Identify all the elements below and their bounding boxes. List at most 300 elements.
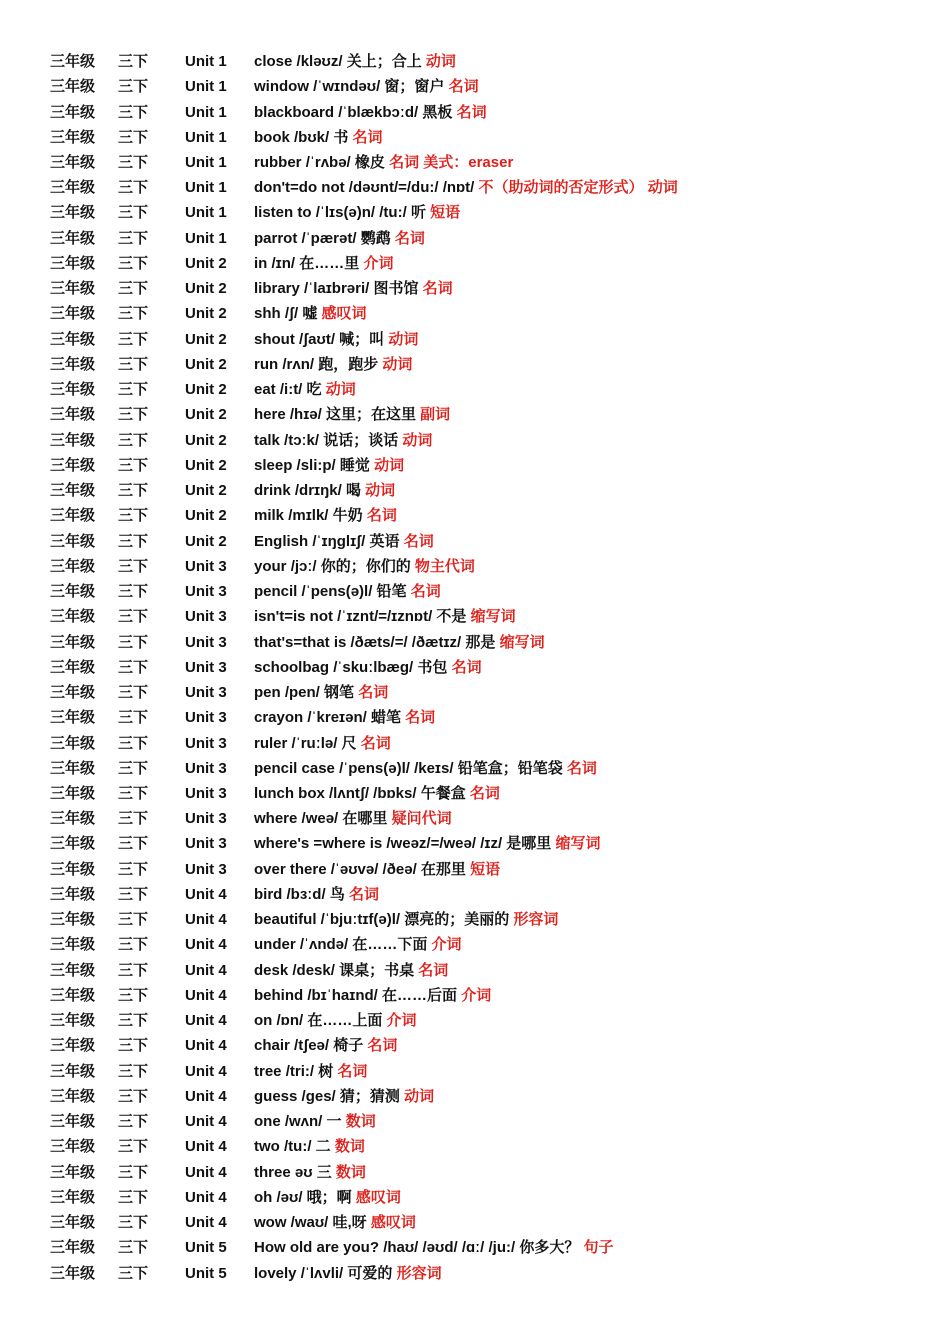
vocab-row xyxy=(0,428,950,453)
grade-label: 三年级 xyxy=(50,280,96,298)
term-label: 三下 xyxy=(118,532,149,550)
part-of-speech: 名词 xyxy=(352,128,383,146)
vocab-row xyxy=(0,1084,950,1109)
word: guess xyxy=(254,1087,298,1105)
meaning: 鹦鹉 xyxy=(360,229,391,247)
vocab-row xyxy=(0,731,950,756)
part-of-speech: 数词 xyxy=(334,1138,365,1156)
term-label: 三下 xyxy=(118,1012,149,1030)
term-label: 三下 xyxy=(118,456,149,474)
entry-content xyxy=(254,554,475,579)
word: shh xyxy=(254,305,281,323)
vocab-row xyxy=(0,200,950,225)
term-label: 三下 xyxy=(118,179,149,197)
part-of-speech: 动词 xyxy=(325,381,356,399)
phonetic: /pen/ xyxy=(284,684,320,701)
term-label: 三下 xyxy=(118,785,149,802)
part-of-speech: 名词 xyxy=(389,154,420,171)
part-of-speech: 名词 xyxy=(367,1037,398,1055)
unit-label: Unit 4 xyxy=(185,1113,227,1131)
word: where xyxy=(254,810,298,828)
unit-label: Unit 4 xyxy=(185,961,227,979)
part-of-speech: 名词 xyxy=(566,759,597,777)
vocab-row xyxy=(0,226,950,251)
unit-label: Unit 2 xyxy=(185,507,227,525)
meaning: 三 xyxy=(316,1163,332,1181)
word: pencil case xyxy=(254,759,335,777)
vocab-row xyxy=(0,100,950,125)
meaning: 书 xyxy=(333,128,349,146)
grade-label: 三年级 xyxy=(50,885,96,903)
word: two xyxy=(254,1138,280,1156)
meaning: 是哪里 xyxy=(506,835,552,853)
phonetic: /waʊ/ xyxy=(290,1214,329,1231)
meaning: 嘘 xyxy=(302,305,318,323)
phonetic: /ˈrʌbə/ xyxy=(305,154,351,171)
entry-content xyxy=(254,377,356,402)
part-of-speech: 名词 xyxy=(451,658,482,676)
term-label: 三下 xyxy=(118,709,149,727)
phonetic: /hɪə/ xyxy=(289,406,322,424)
meaning: 课桌；书桌 xyxy=(339,961,415,979)
meaning: 在……后面 xyxy=(382,986,458,1004)
phonetic: /əʊ/ xyxy=(276,1188,303,1206)
unit-label: Unit 4 xyxy=(185,936,227,954)
word: pencil xyxy=(254,583,298,600)
grade-label: 三年级 xyxy=(50,658,96,676)
unit-label: Unit 5 xyxy=(185,1264,227,1282)
phonetic: /desk/ xyxy=(292,961,335,979)
meaning: 不是 xyxy=(436,608,467,626)
part-of-speech: 缩写词 xyxy=(470,608,516,626)
vocab-row xyxy=(0,806,950,831)
grade-label: 三年级 xyxy=(50,179,96,197)
grade-label: 三年级 xyxy=(50,633,96,651)
vocab-row xyxy=(0,932,950,957)
phonetic: /jɔː/ xyxy=(290,557,317,575)
phonetic: /haʊ/ /əʊd/ /ɑː/ /ju:/ xyxy=(383,1239,516,1257)
part-of-speech: 动词 xyxy=(647,179,678,197)
part-of-speech: 动词 xyxy=(382,355,413,373)
entry-content xyxy=(254,806,452,831)
grade-label: 三年级 xyxy=(50,684,96,701)
part-of-speech: 短语 xyxy=(430,204,461,222)
term-label: 三下 xyxy=(118,154,149,171)
entry-content xyxy=(254,1033,397,1058)
meaning: 哦；啊 xyxy=(306,1188,352,1206)
entry-content xyxy=(254,478,395,503)
phonetic: /weəz/=/weə/ /ɪz/ xyxy=(386,835,503,853)
vocab-row xyxy=(0,781,950,806)
phonetic: /ˈəʊvə/ /ðeə/ xyxy=(330,860,417,878)
entry-content xyxy=(254,857,500,882)
vocab-row xyxy=(0,604,950,629)
grade-label: 三年级 xyxy=(50,608,96,626)
unit-label: Unit 4 xyxy=(185,986,227,1004)
part-of-speech: 名词 xyxy=(410,583,441,600)
entry-content xyxy=(254,731,391,756)
part-of-speech: 介词 xyxy=(431,936,462,954)
unit-label: Unit 2 xyxy=(185,406,227,424)
phonetic: /ˈʌndə/ xyxy=(299,936,349,954)
grade-label: 三年级 xyxy=(50,1138,96,1156)
meaning: 喊；叫 xyxy=(339,330,385,348)
term-label: 三下 xyxy=(118,1214,149,1231)
part-of-speech: 不（助动词的否定形式） xyxy=(478,179,644,197)
term-label: 三下 xyxy=(118,961,149,979)
meaning: 鸟 xyxy=(329,885,345,903)
term-label: 三下 xyxy=(118,1239,149,1257)
grade-label: 三年级 xyxy=(50,1113,96,1131)
entry-content xyxy=(254,301,367,326)
vocab-row xyxy=(0,251,950,276)
entry-content xyxy=(254,1109,376,1134)
meaning: 吃 xyxy=(306,381,322,399)
term-label: 三下 xyxy=(118,280,149,298)
vocab-row xyxy=(0,301,950,326)
word: pen xyxy=(254,684,281,701)
meaning: 在那里 xyxy=(420,860,466,878)
word: one xyxy=(254,1113,281,1131)
unit-label: Unit 1 xyxy=(185,78,227,96)
grade-label: 三年级 xyxy=(50,254,96,272)
vocab-row xyxy=(0,907,950,932)
vocab-row xyxy=(0,49,950,74)
phonetic: /ges/ xyxy=(301,1087,336,1105)
word: beautiful xyxy=(254,911,317,929)
part-of-speech: 形容词 xyxy=(396,1264,442,1282)
unit-label: Unit 3 xyxy=(185,734,227,752)
part-of-speech: 动词 xyxy=(365,482,396,500)
grade-label: 三年级 xyxy=(50,986,96,1004)
vocab-row xyxy=(0,276,950,301)
phonetic: /drɪŋk/ xyxy=(294,482,342,500)
entry-content xyxy=(254,125,383,150)
entry-content xyxy=(254,705,435,730)
vocab-row xyxy=(0,529,950,554)
unit-label: Unit 1 xyxy=(185,103,227,121)
word: here xyxy=(254,406,286,424)
meaning: 你的；你们的 xyxy=(320,557,411,575)
part-of-speech: 名词 xyxy=(448,78,479,96)
vocab-row xyxy=(0,1134,950,1159)
vocab-row xyxy=(0,327,950,352)
term-label: 三下 xyxy=(118,1138,149,1156)
unit-label: Unit 4 xyxy=(185,1087,227,1105)
grade-label: 三年级 xyxy=(50,759,96,777)
part-of-speech: 名词 xyxy=(337,1062,368,1080)
grade-label: 三年级 xyxy=(50,583,96,600)
term-label: 三下 xyxy=(118,835,149,853)
phonetic: /ˈpens(ə)l/ /keɪs/ xyxy=(339,759,454,777)
unit-label: Unit 2 xyxy=(185,532,227,550)
grade-label: 三年级 xyxy=(50,355,96,373)
entry-content xyxy=(254,831,600,856)
word: English xyxy=(254,532,309,550)
grade-label: 三年级 xyxy=(50,961,96,979)
part-of-speech: 动词 xyxy=(425,53,456,70)
unit-label: Unit 3 xyxy=(185,557,227,575)
vocab-row xyxy=(0,857,950,882)
meaning: 尺 xyxy=(341,734,357,752)
unit-label: Unit 2 xyxy=(185,280,227,298)
word: that's=that is xyxy=(254,633,347,651)
unit-label: Unit 4 xyxy=(185,1062,227,1080)
word: blackboard xyxy=(254,103,335,121)
phonetic: /ˈpærət/ xyxy=(301,229,357,247)
phonetic: /lʌntʃ/ /bɒks/ xyxy=(329,785,417,802)
meaning: 树 xyxy=(318,1062,334,1080)
term-label: 三下 xyxy=(118,78,149,96)
vocab-row xyxy=(0,680,950,705)
grade-label: 三年级 xyxy=(50,456,96,474)
term-label: 三下 xyxy=(118,860,149,878)
vocab-row xyxy=(0,1261,950,1286)
vocab-row xyxy=(0,74,950,99)
meaning: 漂亮的；美丽的 xyxy=(404,911,510,929)
term-label: 三下 xyxy=(118,759,149,777)
word: chair xyxy=(254,1037,290,1055)
meaning: 说话；谈话 xyxy=(323,431,399,449)
phonetic: /ˈskuːlbæg/ xyxy=(333,658,414,676)
phonetic: /rʌn/ xyxy=(282,355,315,373)
term-label: 三下 xyxy=(118,608,149,626)
meaning: 铅笔盒；铅笔袋 xyxy=(457,759,563,777)
unit-label: Unit 4 xyxy=(185,1037,227,1055)
unit-label: Unit 3 xyxy=(185,684,227,701)
part-of-speech: 名词 xyxy=(456,103,487,121)
grade-label: 三年级 xyxy=(50,204,96,222)
grade-label: 三年级 xyxy=(50,1062,96,1080)
term-label: 三下 xyxy=(118,1113,149,1131)
vocab-row xyxy=(0,453,950,478)
meaning: 窗；窗户 xyxy=(384,78,445,96)
part-of-speech: 美式：eraser xyxy=(423,154,514,171)
part-of-speech: 名词 xyxy=(366,507,397,525)
term-label: 三下 xyxy=(118,986,149,1004)
grade-label: 三年级 xyxy=(50,810,96,828)
vocab-row xyxy=(0,756,950,781)
word: in xyxy=(254,254,268,272)
meaning: 这里；在这里 xyxy=(325,406,416,424)
term-label: 三下 xyxy=(118,204,149,222)
meaning: 橡皮 xyxy=(354,154,385,171)
phonetic: /ɪn/ xyxy=(271,254,296,272)
meaning: 英语 xyxy=(369,532,400,550)
part-of-speech: 动词 xyxy=(402,431,433,449)
unit-label: Unit 3 xyxy=(185,860,227,878)
word: ruler xyxy=(254,734,288,752)
part-of-speech: 名词 xyxy=(358,684,389,701)
grade-label: 三年级 xyxy=(50,482,96,500)
vocab-row xyxy=(0,958,950,983)
unit-label: Unit 4 xyxy=(185,1012,227,1030)
grade-label: 三年级 xyxy=(50,785,96,802)
unit-label: Unit 3 xyxy=(185,810,227,828)
entry-content xyxy=(254,983,491,1008)
word: book xyxy=(254,128,290,146)
term-label: 三下 xyxy=(118,583,149,600)
vocab-row xyxy=(0,377,950,402)
unit-label: Unit 3 xyxy=(185,759,227,777)
word: sleep xyxy=(254,456,293,474)
vocab-row xyxy=(0,554,950,579)
term-label: 三下 xyxy=(118,557,149,575)
unit-label: Unit 4 xyxy=(185,1188,227,1206)
meaning: 黑板 xyxy=(422,103,453,121)
part-of-speech: 副词 xyxy=(420,406,451,424)
word: drink xyxy=(254,482,291,500)
phonetic: /tɔːk/ xyxy=(284,431,320,449)
word: library xyxy=(254,280,300,298)
unit-label: Unit 3 xyxy=(185,785,227,802)
meaning: 可爱的 xyxy=(347,1264,393,1282)
vocab-row xyxy=(0,983,950,1008)
grade-label: 三年级 xyxy=(50,1163,96,1181)
term-label: 三下 xyxy=(118,1062,149,1080)
grade-label: 三年级 xyxy=(50,835,96,853)
entry-content xyxy=(254,428,432,453)
term-label: 三下 xyxy=(118,229,149,247)
entry-content xyxy=(254,1084,434,1109)
part-of-speech: 动词 xyxy=(404,1087,435,1105)
phonetic: /ˈlɪs(ə)n/ /tu:/ xyxy=(315,204,407,222)
term-label: 三下 xyxy=(118,254,149,272)
meaning: 在……里 xyxy=(299,254,360,272)
part-of-speech: 名词 xyxy=(360,734,391,752)
part-of-speech: 名词 xyxy=(469,785,500,802)
entry-content xyxy=(254,579,441,604)
unit-label: Unit 3 xyxy=(185,835,227,853)
vocab-row xyxy=(0,1235,950,1260)
unit-label: Unit 2 xyxy=(185,482,227,500)
phonetic: /weə/ xyxy=(301,810,339,828)
meaning: 跑，跑步 xyxy=(318,355,379,373)
meaning: 关上；合上 xyxy=(346,53,422,70)
grade-label: 三年级 xyxy=(50,103,96,121)
term-label: 三下 xyxy=(118,482,149,500)
vocab-row xyxy=(0,705,950,730)
grade-label: 三年级 xyxy=(50,431,96,449)
grade-label: 三年级 xyxy=(50,154,96,171)
part-of-speech: 形容词 xyxy=(513,911,559,929)
word: don't=do not xyxy=(254,179,345,197)
entry-content xyxy=(254,630,545,655)
vocab-row xyxy=(0,1210,950,1235)
phonetic: /tʃeə/ xyxy=(294,1037,330,1055)
vocab-row xyxy=(0,402,950,427)
unit-label: Unit 4 xyxy=(185,885,227,903)
unit-label: Unit 3 xyxy=(185,583,227,600)
vocab-row xyxy=(0,1160,950,1185)
phonetic: /ˈwɪndəʊ/ xyxy=(313,78,381,96)
entry-content xyxy=(254,1210,416,1235)
entry-content xyxy=(254,276,453,301)
meaning: 睡觉 xyxy=(339,456,370,474)
entry-content xyxy=(254,175,678,200)
term-label: 三下 xyxy=(118,128,149,146)
term-label: 三下 xyxy=(118,381,149,399)
word: milk xyxy=(254,507,285,525)
word: rubber xyxy=(254,154,302,171)
word: eat xyxy=(254,381,276,399)
unit-label: Unit 2 xyxy=(185,456,227,474)
word: tree xyxy=(254,1062,282,1080)
vocab-row xyxy=(0,1033,950,1058)
part-of-speech: 名词 xyxy=(418,961,449,979)
grade-label: 三年级 xyxy=(50,381,96,399)
phonetic: /ˈpens(ə)l/ xyxy=(301,583,373,600)
part-of-speech: 句子 xyxy=(583,1239,614,1257)
word: over there xyxy=(254,860,327,878)
grade-label: 三年级 xyxy=(50,507,96,525)
entry-content xyxy=(254,1185,401,1210)
word: under xyxy=(254,936,296,954)
entry-content xyxy=(254,882,379,907)
part-of-speech: 缩写词 xyxy=(499,633,545,651)
word: shout xyxy=(254,330,295,348)
word: your xyxy=(254,557,287,575)
entry-content xyxy=(254,327,418,352)
entry-content xyxy=(254,226,425,251)
meaning: 铅笔 xyxy=(376,583,407,600)
grade-label: 三年级 xyxy=(50,860,96,878)
unit-label: Unit 3 xyxy=(185,658,227,676)
grade-label: 三年级 xyxy=(50,128,96,146)
word: listen to xyxy=(254,204,312,222)
vocab-row xyxy=(0,125,950,150)
word: lovely xyxy=(254,1264,297,1282)
phonetic: /ʃ/ xyxy=(284,305,299,323)
grade-label: 三年级 xyxy=(50,734,96,752)
grade-label: 三年级 xyxy=(50,1012,96,1030)
meaning: 在……下面 xyxy=(352,936,428,954)
part-of-speech: 介词 xyxy=(386,1012,417,1030)
part-of-speech: 短语 xyxy=(470,860,501,878)
term-label: 三下 xyxy=(118,734,149,752)
vocab-row xyxy=(0,478,950,503)
word: run xyxy=(254,355,279,373)
entry-content xyxy=(254,74,479,99)
vocab-row xyxy=(0,1008,950,1033)
term-label: 三下 xyxy=(118,1188,149,1206)
vocab-row xyxy=(0,630,950,655)
grade-label: 三年级 xyxy=(50,1188,96,1206)
phonetic: /ˈlaɪbrəri/ xyxy=(304,280,370,298)
word: on xyxy=(254,1012,273,1030)
vocab-row xyxy=(0,579,950,604)
unit-label: Unit 1 xyxy=(185,154,227,171)
phonetic: /wʌn/ xyxy=(284,1113,323,1131)
term-label: 三下 xyxy=(118,810,149,828)
word: wow xyxy=(254,1214,287,1231)
grade-label: 三年级 xyxy=(50,936,96,954)
entry-content xyxy=(254,1008,417,1033)
meaning: 喝 xyxy=(345,482,361,500)
grade-label: 三年级 xyxy=(50,557,96,575)
unit-label: Unit 2 xyxy=(185,381,227,399)
term-label: 三下 xyxy=(118,936,149,954)
term-label: 三下 xyxy=(118,305,149,323)
grade-label: 三年级 xyxy=(50,1214,96,1231)
meaning: 钢笔 xyxy=(324,684,355,701)
vocab-row xyxy=(0,831,950,856)
entry-content xyxy=(254,604,516,629)
grade-label: 三年级 xyxy=(50,78,96,96)
meaning: 你多大？ xyxy=(519,1239,580,1257)
phonetic: /ʃaʊt/ xyxy=(299,330,335,348)
entry-content xyxy=(254,1059,367,1084)
